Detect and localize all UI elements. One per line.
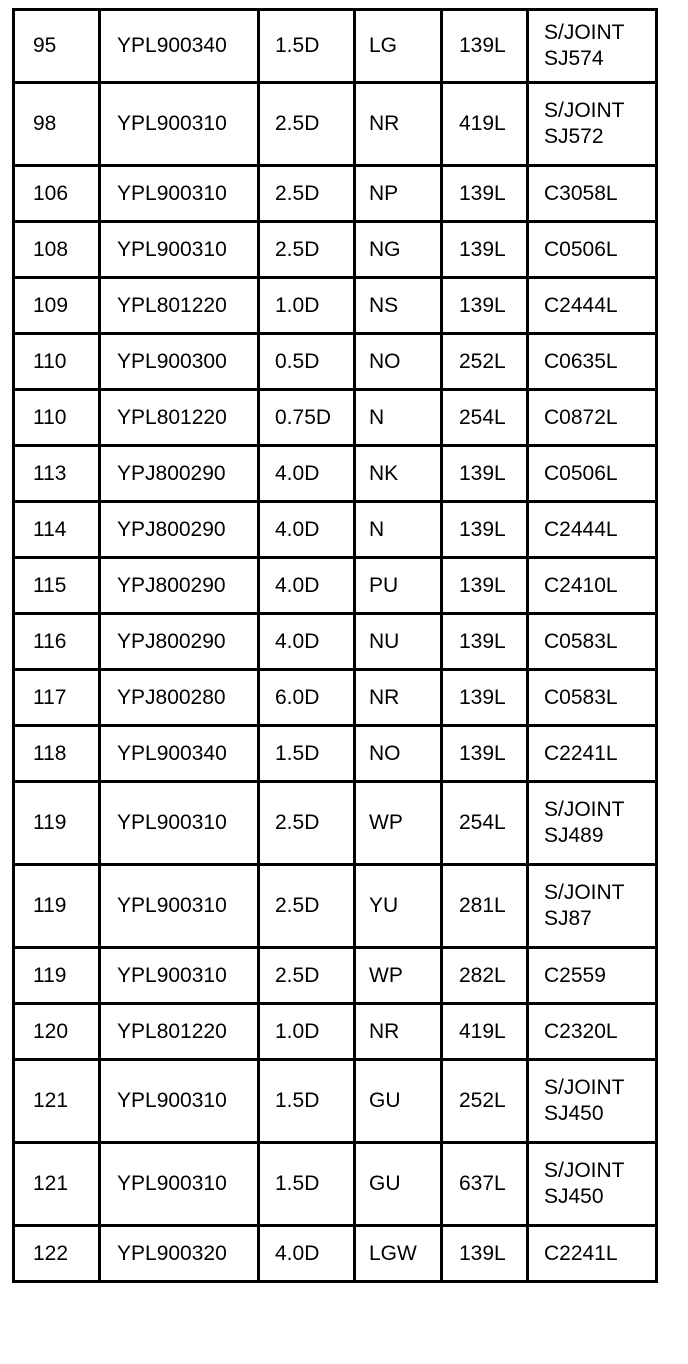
cell-connection (528, 278, 657, 334)
cell-diameter: 4.0D (259, 446, 355, 502)
cell-part-code: YPL900310 (100, 1143, 259, 1226)
cell-item-number: 121 (14, 1060, 100, 1143)
cell-diameter: 6.0D (259, 670, 355, 726)
cell-connection (528, 614, 657, 670)
connection-line: S/JOINT (544, 21, 625, 44)
table-row (14, 726, 657, 782)
cell-length: 252L (442, 334, 528, 390)
connection-line: C0583L (544, 629, 618, 653)
connection-line: SJ450 (544, 1102, 604, 1125)
connection-line: C0506L (544, 237, 618, 261)
connection-line: C2444L (544, 293, 618, 317)
cell-diameter: 2.5D (259, 222, 355, 278)
cell-part-code: YPJ800290 (100, 558, 259, 614)
cell-diameter: 2.5D (259, 865, 355, 948)
cell-connection (528, 558, 657, 614)
cell-item-number: 95 (14, 10, 100, 83)
cell-connection (528, 10, 657, 83)
cell-reference: NS (355, 278, 442, 334)
cell-length: 139L (442, 726, 528, 782)
table-row (14, 948, 657, 1004)
cell-connection (528, 222, 657, 278)
cell-reference: LGW (355, 1226, 442, 1282)
cell-connection (528, 670, 657, 726)
cell-diameter: 1.5D (259, 1060, 355, 1143)
cell-diameter: 4.0D (259, 614, 355, 670)
connection-line: C2559 (544, 963, 606, 987)
cell-reference: NU (355, 614, 442, 670)
connection-line: C0583L (544, 685, 618, 709)
table-row (14, 446, 657, 502)
cell-part-code: YPL900310 (100, 865, 259, 948)
cell-part-code: YPL900340 (100, 726, 259, 782)
parts-table (12, 8, 658, 1283)
cell-reference: NP (355, 166, 442, 222)
cell-part-code: YPL900310 (100, 1060, 259, 1143)
table-row (14, 166, 657, 222)
cell-length: 637L (442, 1143, 528, 1226)
cell-reference: NR (355, 670, 442, 726)
cell-length: 139L (442, 446, 528, 502)
cell-part-code: YPL900320 (100, 1226, 259, 1282)
cell-connection (528, 390, 657, 446)
cell-item-number: 110 (14, 334, 100, 390)
cell-connection (528, 502, 657, 558)
cell-diameter: 0.5D (259, 334, 355, 390)
table-body (14, 10, 657, 1282)
table-row (14, 1143, 657, 1226)
cell-connection (528, 782, 657, 865)
cell-reference: GU (355, 1060, 442, 1143)
connection-line: SJ87 (544, 907, 592, 930)
cell-length: 139L (442, 10, 528, 83)
cell-reference: N (355, 390, 442, 446)
connection-line: SJ450 (544, 1185, 604, 1208)
cell-part-code: YPJ800290 (100, 502, 259, 558)
cell-item-number: 113 (14, 446, 100, 502)
cell-reference: NG (355, 222, 442, 278)
cell-reference: NO (355, 726, 442, 782)
connection-line: S/JOINT (544, 1159, 625, 1182)
cell-part-code: YPJ800290 (100, 614, 259, 670)
cell-part-code: YPL801220 (100, 278, 259, 334)
table-row (14, 865, 657, 948)
table-row (14, 1060, 657, 1143)
cell-part-code: YPL900310 (100, 83, 259, 166)
table-row (14, 558, 657, 614)
cell-connection (528, 83, 657, 166)
cell-item-number: 122 (14, 1226, 100, 1282)
cell-part-code: YPL900310 (100, 222, 259, 278)
cell-item-number: 98 (14, 83, 100, 166)
connection-line: S/JOINT (544, 881, 625, 904)
connection-line: C2241L (544, 741, 618, 765)
cell-diameter: 2.5D (259, 166, 355, 222)
cell-reference: PU (355, 558, 442, 614)
cell-reference: NO (355, 334, 442, 390)
cell-part-code: YPL900310 (100, 948, 259, 1004)
cell-length: 252L (442, 1060, 528, 1143)
cell-part-code: YPJ800280 (100, 670, 259, 726)
connection-line: SJ489 (544, 824, 604, 847)
cell-length: 139L (442, 670, 528, 726)
cell-length: 139L (442, 222, 528, 278)
cell-connection (528, 1004, 657, 1060)
cell-item-number: 118 (14, 726, 100, 782)
table-row (14, 222, 657, 278)
connection-line: S/JOINT (544, 798, 625, 821)
cell-reference: WP (355, 782, 442, 865)
cell-item-number: 108 (14, 222, 100, 278)
cell-item-number: 119 (14, 782, 100, 865)
connection-line: C2444L (544, 517, 618, 541)
cell-connection (528, 865, 657, 948)
cell-connection (528, 1143, 657, 1226)
cell-diameter: 4.0D (259, 502, 355, 558)
table-row (14, 1004, 657, 1060)
cell-length: 254L (442, 782, 528, 865)
cell-diameter: 1.0D (259, 1004, 355, 1060)
cell-length: 419L (442, 83, 528, 166)
cell-diameter: 2.5D (259, 948, 355, 1004)
cell-length: 139L (442, 1226, 528, 1282)
table-row (14, 670, 657, 726)
table-row (14, 10, 657, 83)
cell-diameter: 0.75D (259, 390, 355, 446)
cell-item-number: 119 (14, 948, 100, 1004)
cell-item-number: 121 (14, 1143, 100, 1226)
cell-item-number: 119 (14, 865, 100, 948)
connection-line: C2241L (544, 1241, 618, 1265)
cell-length: 254L (442, 390, 528, 446)
cell-diameter: 1.0D (259, 278, 355, 334)
cell-diameter: 1.5D (259, 726, 355, 782)
connection-line: C3058L (544, 181, 618, 205)
cell-diameter: 4.0D (259, 558, 355, 614)
cell-part-code: YPL801220 (100, 390, 259, 446)
table-row (14, 782, 657, 865)
cell-part-code: YPL900340 (100, 10, 259, 83)
connection-line: SJ574 (544, 47, 604, 70)
table-row (14, 83, 657, 166)
cell-diameter: 2.5D (259, 83, 355, 166)
cell-part-code: YPL801220 (100, 1004, 259, 1060)
connection-line: C0872L (544, 405, 618, 429)
cell-reference: GU (355, 1143, 442, 1226)
cell-diameter: 4.0D (259, 1226, 355, 1282)
cell-item-number: 115 (14, 558, 100, 614)
connection-line: C2320L (544, 1019, 618, 1043)
cell-reference: NR (355, 1004, 442, 1060)
cell-length: 139L (442, 614, 528, 670)
cell-length: 139L (442, 278, 528, 334)
cell-reference: LG (355, 10, 442, 83)
table-row (14, 390, 657, 446)
table-row (14, 502, 657, 558)
cell-item-number: 116 (14, 614, 100, 670)
cell-connection (528, 334, 657, 390)
cell-part-code: YPL900310 (100, 166, 259, 222)
cell-reference: YU (355, 865, 442, 948)
cell-connection (528, 726, 657, 782)
cell-item-number: 106 (14, 166, 100, 222)
cell-diameter: 1.5D (259, 10, 355, 83)
cell-connection (528, 1226, 657, 1282)
cell-connection (528, 166, 657, 222)
table-row (14, 278, 657, 334)
cell-item-number: 110 (14, 390, 100, 446)
cell-length: 139L (442, 558, 528, 614)
connection-line: C0635L (544, 349, 618, 373)
cell-length: 139L (442, 166, 528, 222)
table-row (14, 614, 657, 670)
cell-part-code: YPJ800290 (100, 446, 259, 502)
cell-length: 282L (442, 948, 528, 1004)
connection-line: S/JOINT (544, 1076, 625, 1099)
cell-part-code: YPL900300 (100, 334, 259, 390)
cell-length: 419L (442, 1004, 528, 1060)
cell-item-number: 120 (14, 1004, 100, 1060)
cell-item-number: 114 (14, 502, 100, 558)
cell-part-code: YPL900310 (100, 782, 259, 865)
cell-length: 281L (442, 865, 528, 948)
cell-connection (528, 446, 657, 502)
cell-reference: NK (355, 446, 442, 502)
connection-line: S/JOINT (544, 99, 625, 122)
cell-reference: WP (355, 948, 442, 1004)
cell-connection (528, 1060, 657, 1143)
cell-diameter: 2.5D (259, 782, 355, 865)
table-row (14, 1226, 657, 1282)
cell-item-number: 117 (14, 670, 100, 726)
cell-length: 139L (442, 502, 528, 558)
connection-line: C0506L (544, 461, 618, 485)
cell-item-number: 109 (14, 278, 100, 334)
connection-line: C2410L (544, 573, 618, 597)
cell-diameter: 1.5D (259, 1143, 355, 1226)
cell-reference: N (355, 502, 442, 558)
connection-line: SJ572 (544, 125, 604, 148)
cell-connection (528, 948, 657, 1004)
table-row (14, 334, 657, 390)
cell-reference: NR (355, 83, 442, 166)
